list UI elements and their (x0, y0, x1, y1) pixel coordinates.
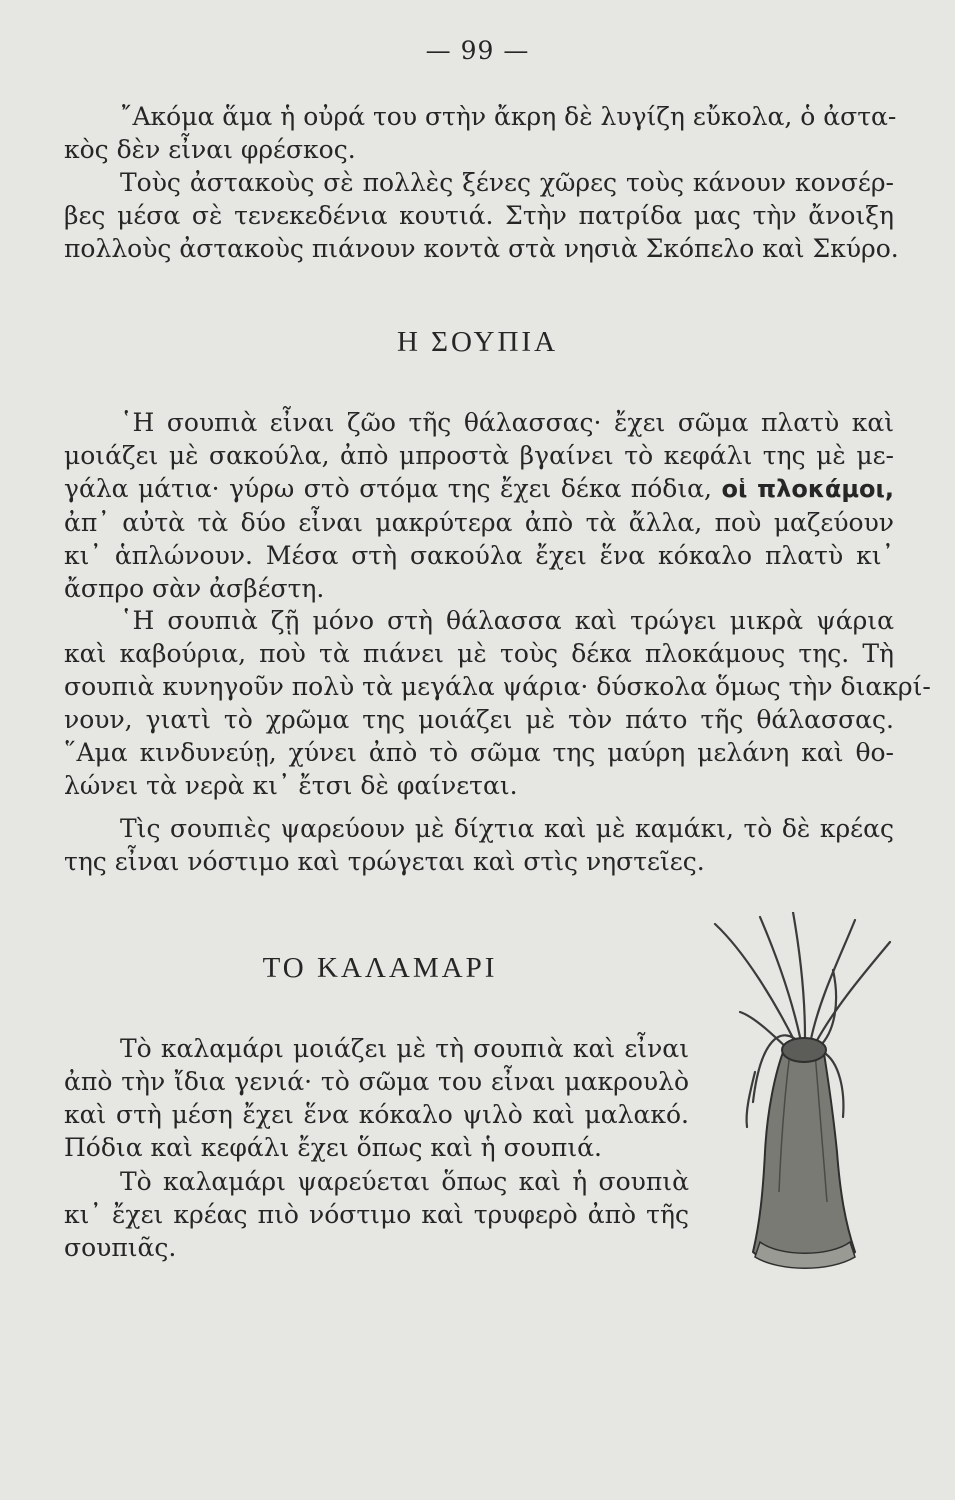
text-line: κι᾿ ἔχει κρέας πιὸ νόστιμο καὶ τρυφερὸ ἀπὸ τῆς (64, 1200, 689, 1229)
squid-drawing (705, 912, 905, 1272)
text-line: νουν, γιατὶ τὸ χρῶμα της μοιάζει μὲ τὸν πάτο τῆς θάλασσας. (64, 705, 894, 734)
text-line: ῾Η σουπιὰ εἶναι ζῶο τῆς θάλασσας· ἔχει σῶμα πλατὺ καὶ (120, 408, 894, 437)
text-line: βες μέσα σὲ τενεκεδένια κουτιά. Στὴν πατρίδα μας τὴν ἄνοιξη (64, 201, 894, 230)
text-line: Τὶς σουπιὲς ψαρεύουν μὲ δίχτια καὶ μὲ καμάκι, τὸ δὲ κρέας (120, 814, 894, 843)
sepia-paragraph-3 (64, 812, 894, 878)
text-span: γάλα μάτια· γύρω στὸ στόμα της ἔχει δέκα πόδια, (64, 474, 712, 503)
text-line: Τοὺς ἀστακοὺς σὲ πολλὲς ξένες χῶρες τοὺς κάνουν κονσέρ- (120, 168, 894, 197)
text-line: ἀπ᾿ αὐτὰ τὰ δύο εἶναι μακρύτερα ἀπὸ τὰ ἄλλα, ποὺ μαζεύουν (64, 508, 894, 537)
text-line: ῾Η σουπιὰ ζῇ μόνο στὴ θάλασσα καὶ τρώγει μικρὰ ψάρια (120, 606, 894, 635)
text-line: πολλοὺς ἀστακοὺς πιάνουν κοντὰ στὰ νησιὰ Σκόπελο καὶ Σκύρο. (64, 234, 899, 263)
text-line: Τὸ καλαμάρι μοιάζει μὲ τὴ σουπιὰ καὶ εἶναι (120, 1034, 689, 1063)
text-line: κὸς δὲν εἶναι φρέσκος. (64, 135, 356, 164)
text-line (64, 472, 894, 506)
text-line: ῞Αμα κινδυνεύῃ, χύνει ἀπὸ τὸ σῶμα της μαύρη μελάνη καὶ θο- (64, 738, 894, 767)
section-title-squid: ΤΟ ΚΑΛΑΜΑΡΙ (262, 952, 498, 984)
text-line: ῎Ακόμα ἅμα ἡ οὐρά του στὴν ἄκρη δὲ λυγίζη εὔκολα, ὁ ἀστα- (120, 102, 897, 131)
text-line: μοιάζει μὲ σακούλα, ἀπὸ μπροστὰ βγαίνει τὸ κεφάλι της μὲ με- (64, 441, 894, 470)
sepia-paragraph-1 (64, 406, 894, 605)
squid-paragraph-1 (64, 1032, 689, 1164)
text-line: της εἶναι νόστιμο καὶ τρώγεται καὶ στὶς νηστεῖες. (64, 847, 705, 876)
text-line: Πόδια καὶ κεφάλι ἔχει ὅπως καὶ ἡ σουπιά. (64, 1133, 602, 1162)
squid-illustration (705, 912, 905, 1272)
text-line: σουπιᾶς. (64, 1233, 177, 1262)
text-line: ἄσπρο σὰν ἀσβέστη. (64, 574, 325, 603)
text-line: κι᾿ ἁπλώνουν. Μέσα στὴ σακούλα ἔχει ἕνα κόκαλο πλατὺ κι᾿ (64, 541, 894, 570)
text-line: καὶ στὴ μέση ἔχει ἕνα κόκαλο ψιλὸ καὶ μαλακό. (64, 1100, 689, 1129)
text-line: καὶ καβούρια, ποὺ τὰ πιάνει μὲ τοὺς δέκα πλοκάμους της. Τὴ (64, 639, 894, 668)
sepia-paragraph-2 (64, 604, 931, 802)
intro-paragraph (64, 100, 899, 265)
text-line: σουπιὰ κυνηγοῦν πολὺ τὰ μεγάλα ψάρια· δύσκολα ὅμως τὴν διακρί- (64, 672, 931, 701)
page-number: — 99 — (425, 36, 530, 65)
text-line: λώνει τὰ νερὰ κι᾿ ἔτσι δὲ φαίνεται. (64, 771, 518, 800)
text-line: ἀπὸ τὴν ἴδια γενιά· τὸ σῶμα του εἶναι μακρουλὸ (64, 1067, 689, 1096)
squid-paragraph-2 (64, 1165, 689, 1264)
bold-term: οἱ πλοκάμοι, (721, 475, 894, 503)
section-title-sepia: Η ΣΟΥΠΙΑ (396, 326, 559, 358)
text-line: Τὸ καλαμάρι ψαρεύεται ὅπως καὶ ἡ σουπιὰ (120, 1167, 689, 1196)
